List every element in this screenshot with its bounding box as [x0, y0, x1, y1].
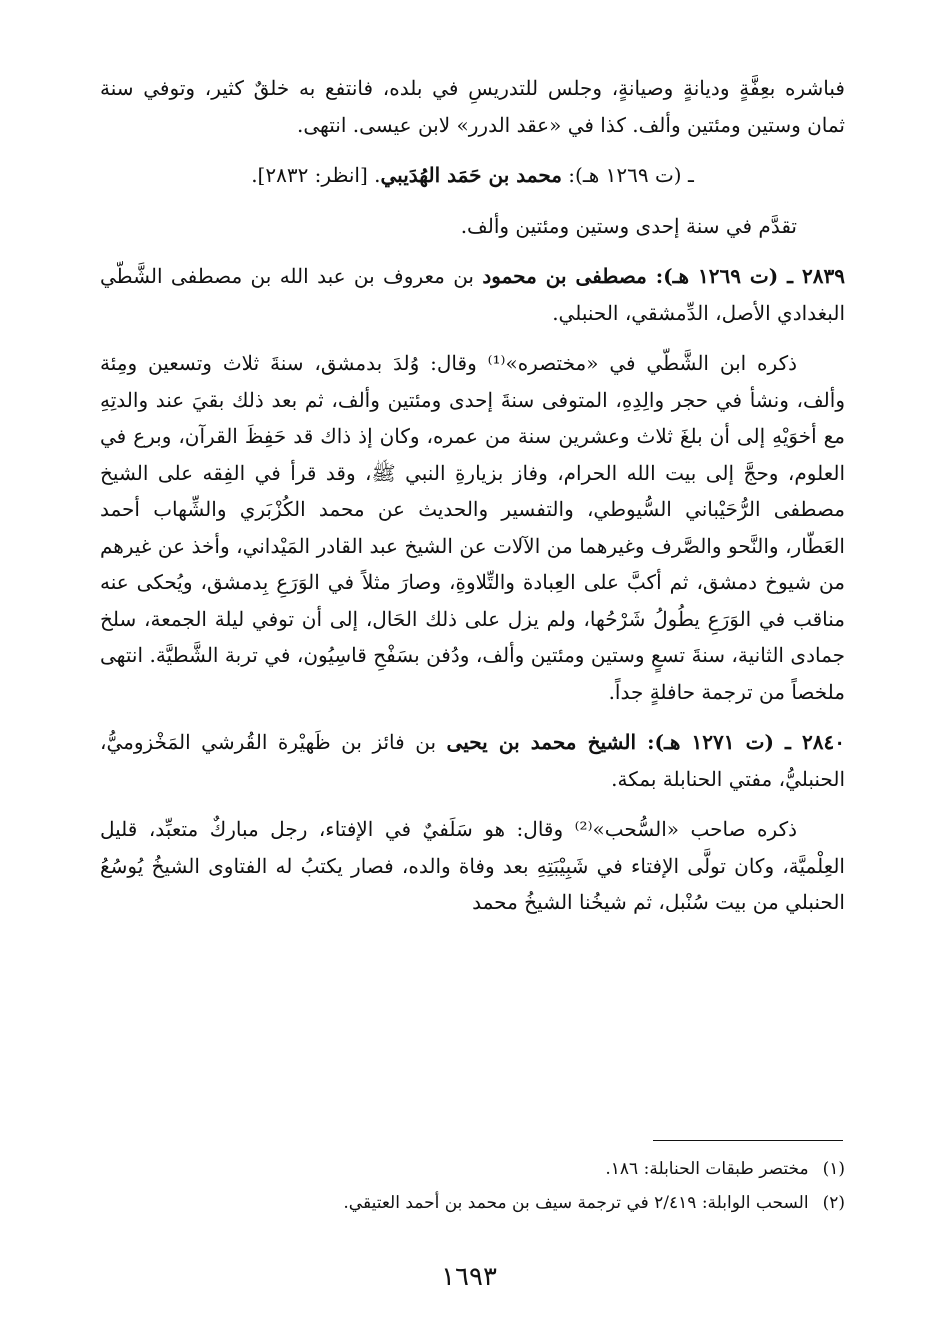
entry-2840-biography: ذكره صاحب «السُّحب»⁽²⁾ وقال: هو سَلَفيٌ في الإفتاء، رجل مباركٌ متعبِّد، قليل العِلْميَّة، وكان تولَّى الإفتاء في شَبِيْبَتِهِ بعد وفاة والده، فصار يكتبُ له الفتاوى الشيخُ يُوسُعُ الحنبلي من بيت سُنْبل، ثم شيخُنا الشيخُ محمد — [100, 817, 845, 914]
entry-2840 — [100, 724, 845, 797]
cross-reference-entry — [100, 157, 845, 194]
cross-reference-prefix: ـ (ت ١٢٦٩ هـ): — [561, 163, 694, 187]
paragraph-note: تقدَّم في سنة إحدى وستين ومئتين وألف. — [460, 213, 797, 238]
cross-reference-suffix: . [انظر: ٢٨٣٢]. — [251, 163, 381, 187]
footnote-number: (١) — [822, 1159, 845, 1179]
page-number: ١٦٩٣ — [441, 1262, 497, 1292]
entry-2839-biography: ذكره ابن الشَّطّي في «مختصره»⁽¹⁾ وقال: وُلدَ بدمشق، سنةَ ثلاث وتسعين ومِئة وألف، ونشأ في حجر والِدِهِ، المتوفى سنةَ إحدى ومئتين وألف، ثم بعد ذلك بقيَ عند والدتِهِ مع أخوَيْهِ إلى أن بلغَ ثلاث وعشرين سنة من عمره، وكان إذ ذاك قد حَفِظَ القرآن، وبرع في العلوم، وحجَّ إلى بيت الله الحرام، وفاز بزيارةِ النبي ﷺ، وقد قرأ في الفِقه على الشيخ مصطفى الرُّحَيْباني السُّيوطي، والتفسير والحديث عن محمد الكُزْبَري والشِّهاب أحمد العَطّار، والنَّحو والصَّرف وغيرهما من الآلات عن الشيخ عبد القادر المَيْداني، وأخذ عن غيرهم من شيوخ دمشق، ثم أكبَّ على العِبادة والتِّلاوةِ، وصارَ مثلاً في الوَرَعِ بِدمشق، ويُحكى عنه مناقب في الوَرَعِ يطُولُ شَرْحُها، ولم يزل على ذلك الحَال، إلى أن توفي ليلة الجمعة، سلخ جمادى الثانية، سنةَ تسعٍ وستين ومئتين وألف، ودُفن بسَفْحِ قاسِيُون، في تربة الشَّطيَّة. انتهى ملخصاً من ترجمة حافلةٍ جداً. — [100, 351, 845, 704]
footnote-text: السحب الوابلة: ٢/٤١٩ في ترجمة سيف بن محمد بن أحمد العتيقي. — [343, 1193, 809, 1213]
footnote-1 — [100, 1152, 845, 1186]
footnotes — [100, 1152, 845, 1220]
entry-2839 — [100, 258, 845, 331]
cross-reference-name: محمد بن حَمَد الهُدَيبي — [380, 163, 562, 187]
entry-2839-heading: ٢٨٣٩ ـ (ت ١٢٦٩ هـ): مصطفى بن محمود — [482, 264, 845, 288]
entry-2840-lineage: بن فائز بن ظَهيْرة القُرشي المَخْزوميُّ، الحنبليُّ، مفتي الحنابلة بمكة. — [100, 730, 845, 791]
footnote-2 — [100, 1186, 845, 1220]
footnote-number: (٢) — [822, 1193, 845, 1213]
page-body — [100, 70, 845, 921]
entry-2839-lineage: بن معروف بن عبد الله بن مصطفى الشَّطّي البغدادي الأصل، الدِّمشقي، الحنبلي. — [100, 264, 845, 325]
entry-2840-heading: ٢٨٤٠ ـ (ت ١٢٧١ هـ): الشيخ محمد بن يحيى — [446, 730, 845, 754]
paragraph-continuation: فباشره بعِفَّةٍ وديانةٍ وصيانةٍ، وجلس للتدريسِ في بلده، فانتفع به خلقٌ كثير، وتوفي سنة ثمان وستين ومئتين وألف. كذا في «عقد الدرر» لابن عيسى. انتهى. — [100, 76, 845, 137]
footnote-divider — [653, 1140, 843, 1141]
footnote-text: مختصر طبقات الحنابلة: ١٨٦. — [605, 1159, 809, 1179]
